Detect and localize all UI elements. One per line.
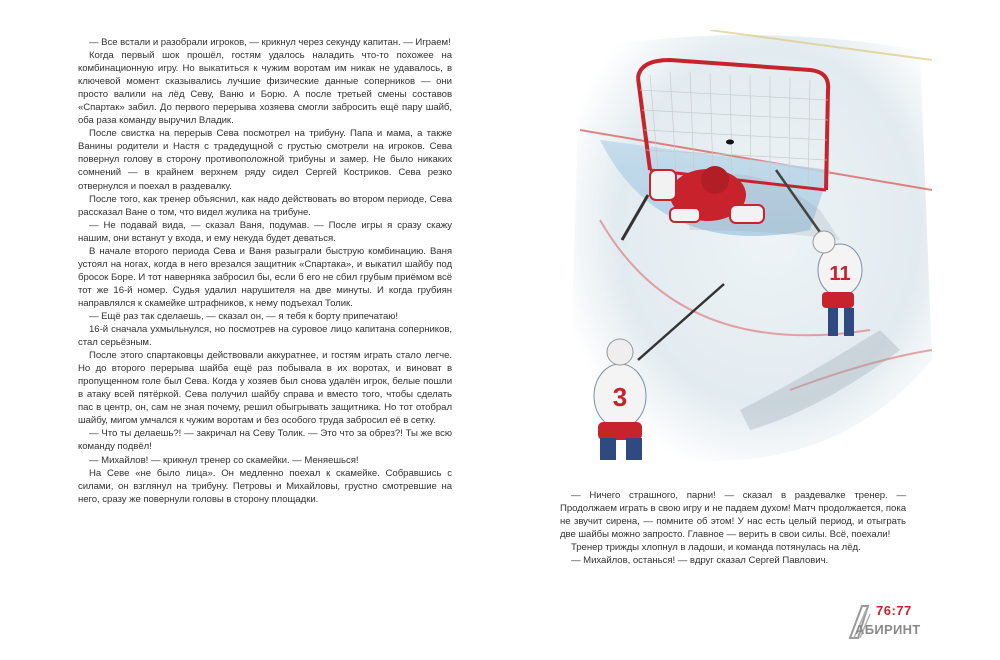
paragraph: На Севе «не было лица». Он медленно поехал к скамейке. Собравшись с силами, он взглянул на трибуну. Петровы и Михайловы, грустно смотревшие на него, сразу же повернули головы в сторону площадки. bbox=[78, 467, 452, 505]
paragraph: — Ещё раз так сделаешь, — сказал он, — я тебя к борту припечатаю! bbox=[89, 310, 399, 322]
paragraph: После этого спартаковцы действовали аккуратнее, и гостям играть стало легче. Но до второго перерыва шайба ещё раз побывала в их воротах, и виноват в пропущенном голе был Сева. Когда у хозяев был снова удалён игрок, белые пошли в атаку всей пятёркой. Сева получил шайбу справа и вместо того, чтобы сделать пас в центр, он, сам не зная почему, решил обыгрывать защитника. Но тот отобрал шайбу, мигом умчался к чужим воротам и без особого труда забросил её в сетку. bbox=[78, 350, 452, 427]
puck bbox=[726, 140, 734, 145]
paragraph: Тренер трижды хлопнул в ладоши, и команда потянулась на лёд. bbox=[571, 542, 861, 554]
paragraph: — Все встали и разобрали игроков, — крикнул через секунду капитан. — Играем! bbox=[89, 37, 451, 48]
page-numbers: 76:77 bbox=[876, 603, 912, 618]
paragraph: — Ничего страшного, парни! — сказал в раздевалке тренер. — Продолжаем играть в свою игру и не падаем духом! Матч продолжается, пока не звучит сирена, — помните об этом! У нас есть целый период, и отыграть две шайбы можно запросто. Главное — верить в свои силы. Всё, поехали! bbox=[560, 490, 906, 541]
paragraph: — Не подавай вида, — сказал Ваня, подумав. — После игры я сразу скажу нашим, они встанут у входа, и ему некуда будет деваться. bbox=[78, 219, 452, 244]
jersey-number: 11 bbox=[829, 263, 851, 285]
brand-logo-text: АБИРИНТ bbox=[855, 622, 921, 637]
left-page-text bbox=[78, 36, 452, 506]
paragraph: — Михайлов, останься! — вдруг сказал Сергей Павлович. bbox=[571, 555, 829, 567]
paragraph: — Михайлов! — крикнул тренер со скамейки. — Меняешься! bbox=[89, 454, 359, 466]
jersey-number: 3 bbox=[612, 382, 628, 412]
paragraph: 16-й сначала ухмыльнулся, но посмотрев на суровое лицо капитана соперников, стал серьёзным. bbox=[78, 324, 452, 349]
paragraph: В начале второго периода Сева и Ваня разыграли быструю комбинацию. Ваня устоял на ногах, когда в него врезался защитник «Спартака», и выкатил шайбу под бросок Боре. И тот наверняка забросил бы, если б его не сбил грубым приёмом всё тот же 16-й номер. Судья удалил нарушителя на две минуты. И когда грубиян направлялся к скамейке штрафников, к нему подъехал Толик. bbox=[78, 245, 452, 309]
hockey-illustration bbox=[540, 30, 932, 470]
paragraph: Когда первый шок прошёл, гостям удалось наладить что-то похожее на комбинационную игру. Но выкатиться к чужим воротам им никак не удавалось, в ключевой момент сказывались лучшие физические данные соперников — они просто валили на лёд Севу, Ваню и Борю. А после третьей смены составов «Спартак» забил. До первого перерыва хозяева смогли забросить ещё пару шайб, оба раза команду выручил Владик. bbox=[78, 50, 452, 127]
right-page-text bbox=[560, 489, 906, 567]
paragraph: После свистка на перерыв Сева посмотрел на трибуну. Папа и мама, а также Ванины родители и Настя с традедущной с грустью смотрели на игроков. Сева повернул голову в сторону противоположной трибуны и замер. Не было никаких сомнений — в крайнем верхнем ряду сидел Сергей Костриков. Сева резко отвернулся и поехал в раздевалку. bbox=[78, 128, 452, 192]
paragraph: — Что ты делаешь?! — закричал на Севу Толик. — Это что за обрез?! Ты же всю команду подвёл! bbox=[78, 428, 452, 453]
paragraph: После того, как тренер объяснил, как надо действовать во втором периоде, Сева рассказал Ване о том, что видел жулика на трибуне. bbox=[78, 193, 452, 218]
